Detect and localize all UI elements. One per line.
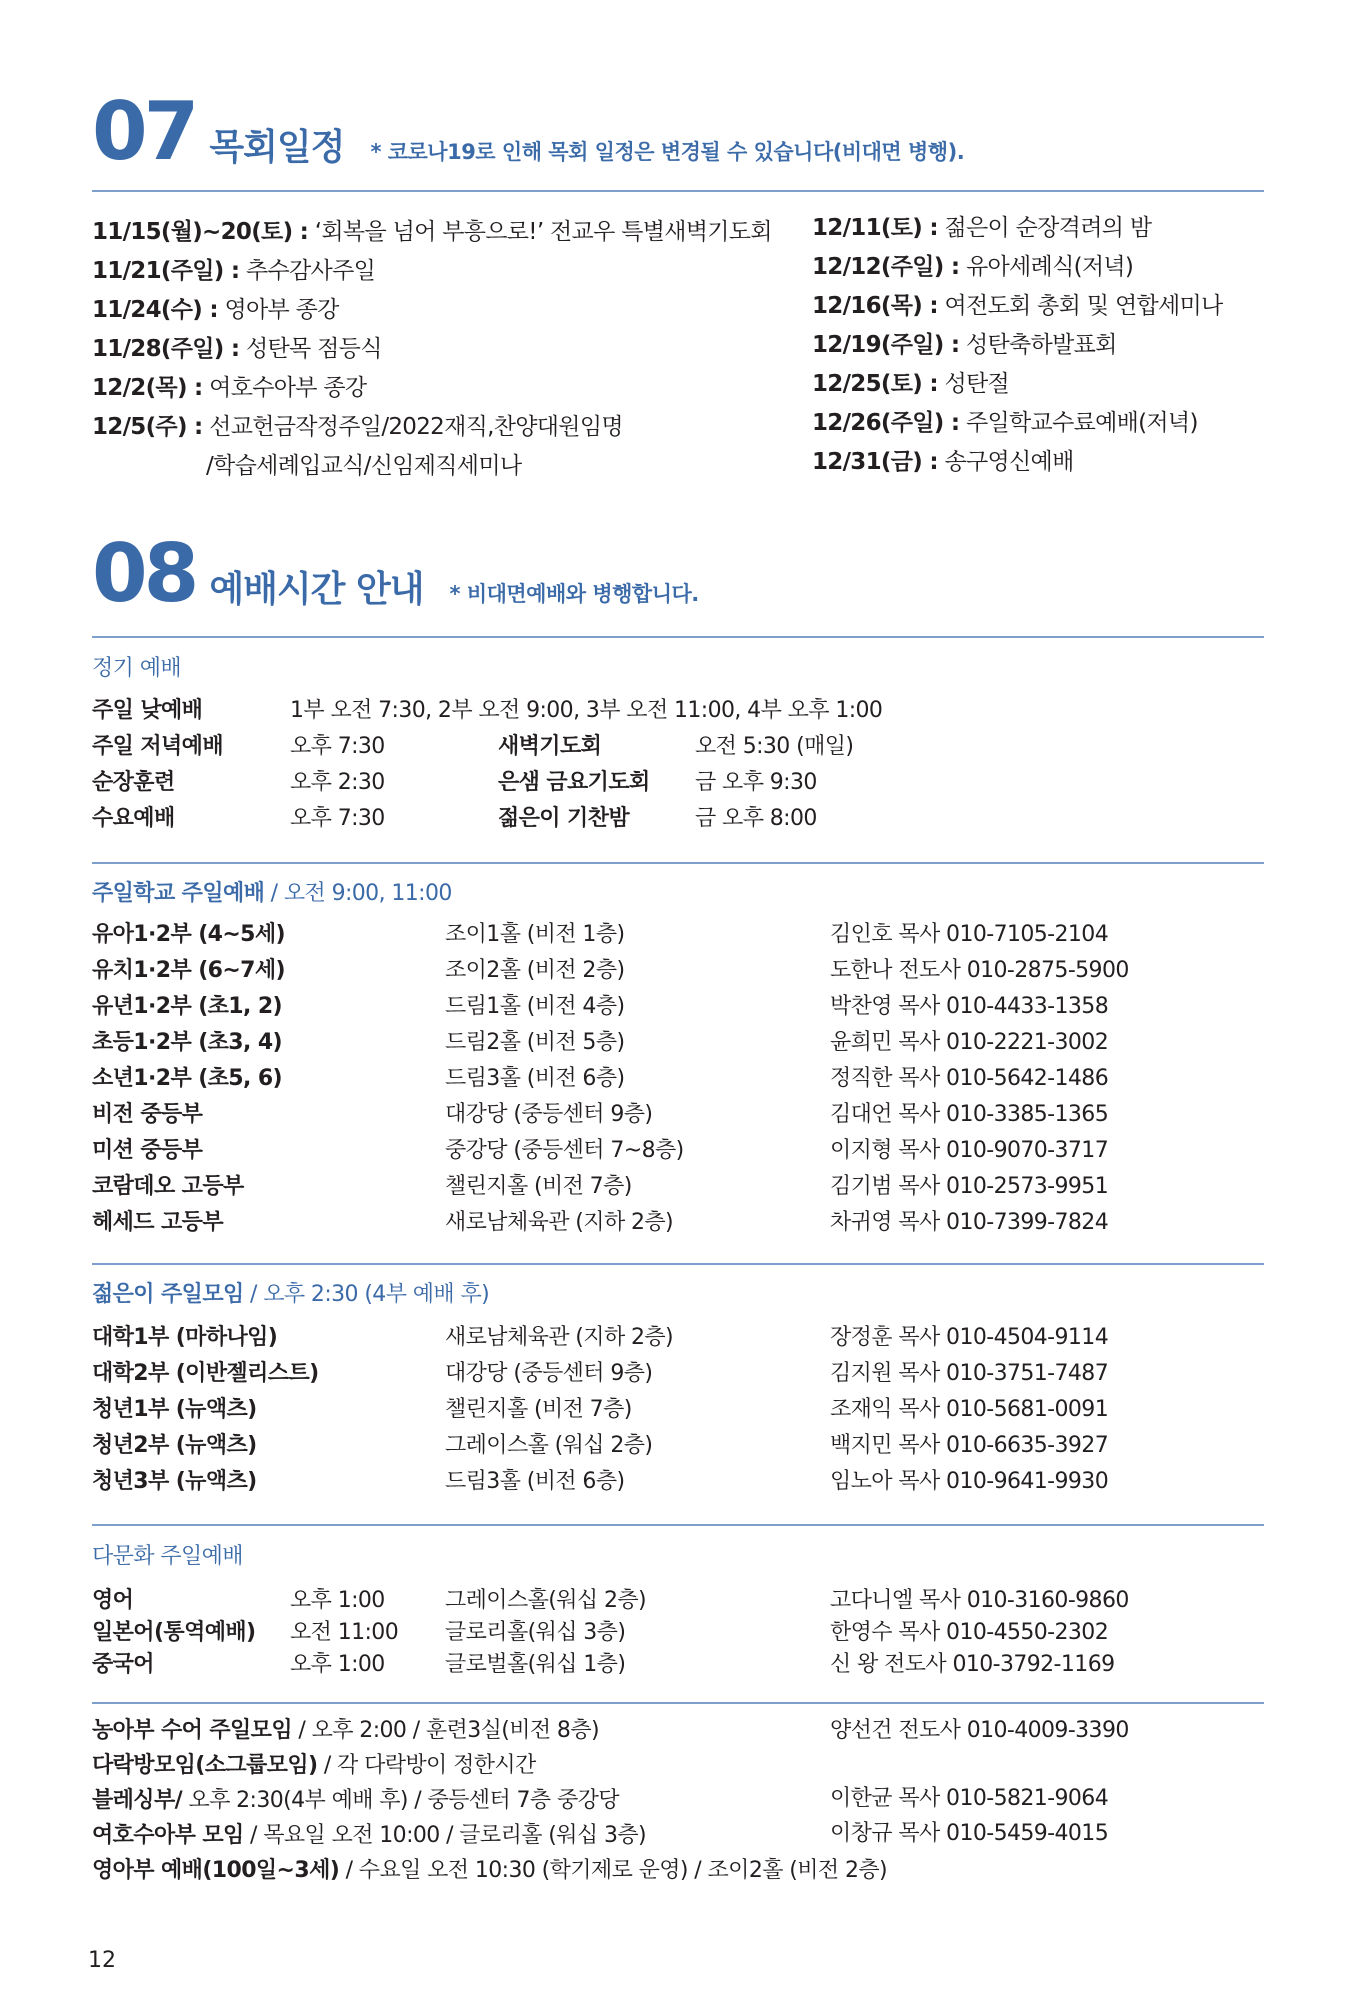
service-contact: 고다니엘 목사 010-3160-9860 <box>830 1588 1129 1613</box>
schedule-item: 12/26(주일) : 주일학교수료예배(저녁) <box>812 410 1198 436</box>
dept-contact: 임노아 목사 010-9641-9930 <box>830 1469 1109 1494</box>
section-title: 예배시간 안내 <box>209 569 424 610</box>
section-note: * 비대면예배와 병행합니다. <box>449 582 699 606</box>
gathering-contact: 이창규 목사 010-5459-4015 <box>830 1821 1109 1846</box>
dept-name: 초등1·2부 (초3, 4) <box>92 1030 282 1055</box>
dept-name: 유치1·2부 (6~7세) <box>92 958 285 983</box>
divider <box>92 1263 1264 1265</box>
service-name: 새벽기도회 <box>498 734 602 759</box>
service-time: 오후 1:00 <box>290 1652 385 1677</box>
service-time: 오후 2:30 <box>290 770 385 795</box>
dept-contact: 김인호 목사 010-7105-2104 <box>830 922 1109 947</box>
schedule-item: 12/2(목) : 여호수아부 종강 <box>92 375 367 401</box>
schedule-item: 12/12(주일) : 유아세례식(저녁) <box>812 254 1134 280</box>
divider <box>92 862 1264 864</box>
dept-contact: 백지민 목사 010-6635-3927 <box>830 1433 1109 1458</box>
divider <box>92 190 1264 192</box>
dept-name: 유년1·2부 (초1, 2) <box>92 994 282 1019</box>
gathering-item: 농아부 수어 주일모임 / 오후 2:00 / 훈련3실(비전 8층) <box>92 1718 599 1743</box>
section-07-header <box>92 85 965 178</box>
youth-gathering-heading: 젊은이 주일모임 / 오후 2:30 (4부 예배 후) <box>92 1282 490 1307</box>
dept-contact: 도한나 전도사 010-2875-5900 <box>830 958 1129 983</box>
section-title: 목회일정 <box>209 127 345 168</box>
schedule-item: 12/5(주) : 선교헌금작정주일/2022재직,찬양대원임명 <box>92 414 623 440</box>
schedule-item: 12/16(목) : 여전도회 총회 및 연합세미나 <box>812 293 1223 319</box>
dept-contact: 윤희민 목사 010-2221-3002 <box>830 1030 1109 1055</box>
dept-place: 그레이스홀 (워십 2층) <box>445 1433 653 1458</box>
dept-place: 조이2홀 (비전 2층) <box>445 958 625 983</box>
dept-place: 새로남체육관 (지하 2층) <box>445 1325 674 1350</box>
schedule-item: 12/19(주일) : 성탄축하발표회 <box>812 332 1117 358</box>
page-number: 12 <box>88 1948 116 1973</box>
schedule-item: 12/25(토) : 성탄절 <box>812 371 1010 397</box>
service-time: 오후 7:30 <box>290 734 385 759</box>
service-time: 1부 오전 7:30, 2부 오전 9:00, 3부 오전 11:00, 4부 오후 1:00 <box>290 698 883 723</box>
schedule-item: 11/21(주일) : 추수감사주일 <box>92 258 376 284</box>
service-name: 수요예배 <box>92 806 175 831</box>
section-note: * 코로나19로 인해 목회 일정은 변경될 수 있습니다(비대면 병행). <box>370 140 965 164</box>
service-name: 젊은이 기찬밤 <box>498 806 629 831</box>
service-contact: 신 왕 전도사 010-3792-1169 <box>830 1652 1115 1677</box>
dept-contact: 김대언 목사 010-3385-1365 <box>830 1102 1109 1127</box>
gathering-contact: 이한균 목사 010-5821-9064 <box>830 1786 1109 1811</box>
language-name: 중국어 <box>92 1652 154 1677</box>
service-name: 순장훈련 <box>92 770 175 795</box>
dept-contact: 장정훈 목사 010-4504-9114 <box>830 1325 1109 1350</box>
dept-name: 대학1부 (마하나임) <box>92 1325 278 1350</box>
dept-name: 미션 중등부 <box>92 1138 203 1163</box>
language-name: 일본어(통역예배) <box>92 1620 256 1645</box>
dept-name: 유아1·2부 (4~5세) <box>92 922 285 947</box>
service-time: 오후 7:30 <box>290 806 385 831</box>
schedule-item-continued: /학습세례입교식/신임제직세미나 <box>206 453 522 479</box>
sunday-school-heading: 주일학교 주일예배 / 오전 9:00, 11:00 <box>92 881 452 906</box>
multicultural-heading: 다문화 주일예배 <box>92 1544 243 1569</box>
gathering-item: 여호수아부 모임 / 목요일 오전 10:00 / 글로리홀 (워십 3층) <box>92 1823 646 1848</box>
dept-place: 드림3홀 (비전 6층) <box>445 1469 625 1494</box>
dept-place: 대강당 (중등센터 9층) <box>445 1361 653 1386</box>
dept-name: 청년2부 (뉴액츠) <box>92 1433 257 1458</box>
divider <box>92 636 1264 638</box>
language-name: 영어 <box>92 1588 134 1613</box>
service-time: 오전 11:00 <box>290 1620 399 1645</box>
dept-contact: 박찬영 목사 010-4433-1358 <box>830 994 1109 1019</box>
dept-place: 드림3홀 (비전 6층) <box>445 1066 625 1091</box>
dept-place: 새로남체육관 (지하 2층) <box>445 1210 674 1235</box>
dept-name: 청년3부 (뉴액츠) <box>92 1469 257 1494</box>
gathering-item: 다락방모임(소그룹모임) / 각 다락방이 정한시간 <box>92 1753 536 1778</box>
schedule-item: 12/31(금) : 송구영신예배 <box>812 449 1074 475</box>
service-place: 그레이스홀(워십 2층) <box>445 1588 646 1613</box>
schedule-item: 11/28(주일) : 성탄목 점등식 <box>92 336 382 362</box>
dept-contact: 김지원 목사 010-3751-7487 <box>830 1361 1109 1386</box>
section-number: 07 <box>92 85 196 178</box>
regular-worship-heading: 정기 예배 <box>92 656 182 681</box>
schedule-item: 11/15(월)~20(토) : ‘회복을 넘어 부흥으로!’ 전교우 특별새벽기도회 <box>92 219 772 245</box>
service-time: 오후 1:00 <box>290 1588 385 1613</box>
dept-contact: 김기범 목사 010-2573-9951 <box>830 1174 1109 1199</box>
service-time: 금 오후 9:30 <box>695 770 817 795</box>
dept-place: 챌린지홀 (비전 7층) <box>445 1174 632 1199</box>
dept-place: 드림1홀 (비전 4층) <box>445 994 625 1019</box>
gathering-item: 블레싱부/ 오후 2:30(4부 예배 후) / 중등센터 7층 중강당 <box>92 1788 619 1813</box>
section-08-header <box>92 527 699 620</box>
dept-contact: 이지형 목사 010-9070-3717 <box>830 1138 1109 1163</box>
dept-place: 챌린지홀 (비전 7층) <box>445 1397 632 1422</box>
divider <box>92 1702 1264 1704</box>
dept-place: 조이1홀 (비전 1층) <box>445 922 625 947</box>
service-contact: 한영수 목사 010-4550-2302 <box>830 1620 1109 1645</box>
gathering-contact: 양선건 전도사 010-4009-3390 <box>830 1718 1129 1743</box>
service-place: 글로리홀(워십 3층) <box>445 1620 626 1645</box>
service-place: 글로벌홀(워십 1층) <box>445 1652 626 1677</box>
dept-contact: 조재익 목사 010-5681-0091 <box>830 1397 1109 1422</box>
service-name: 주일 저녁예배 <box>92 734 223 759</box>
dept-place: 드림2홀 (비전 5층) <box>445 1030 625 1055</box>
dept-name: 헤세드 고등부 <box>92 1210 223 1235</box>
dept-contact: 차귀영 목사 010-7399-7824 <box>830 1210 1109 1235</box>
dept-name: 대학2부 (이반젤리스트) <box>92 1361 319 1386</box>
dept-name: 소년1·2부 (초5, 6) <box>92 1066 282 1091</box>
service-name: 주일 낮예배 <box>92 698 203 723</box>
dept-contact: 정직한 목사 010-5642-1486 <box>830 1066 1109 1091</box>
service-name: 은샘 금요기도회 <box>498 770 650 795</box>
dept-place: 대강당 (중등센터 9층) <box>445 1102 653 1127</box>
service-time: 오전 5:30 (매일) <box>695 734 854 759</box>
dept-name: 청년1부 (뉴액츠) <box>92 1397 257 1422</box>
service-time: 금 오후 8:00 <box>695 806 817 831</box>
dept-name: 비전 중등부 <box>92 1102 203 1127</box>
schedule-item: 11/24(수) : 영아부 종강 <box>92 297 339 323</box>
dept-place: 중강당 (중등센터 7~8층) <box>445 1138 684 1163</box>
divider <box>92 1524 1264 1526</box>
gathering-item: 영아부 예배(100일~3세) / 수요일 오전 10:30 (학기제로 운영) / 조이2홀 (비전 2층) <box>92 1858 887 1883</box>
schedule-item: 12/11(토) : 젊은이 순장격려의 밤 <box>812 215 1152 241</box>
section-number: 08 <box>92 527 196 620</box>
dept-name: 코람데오 고등부 <box>92 1174 244 1199</box>
